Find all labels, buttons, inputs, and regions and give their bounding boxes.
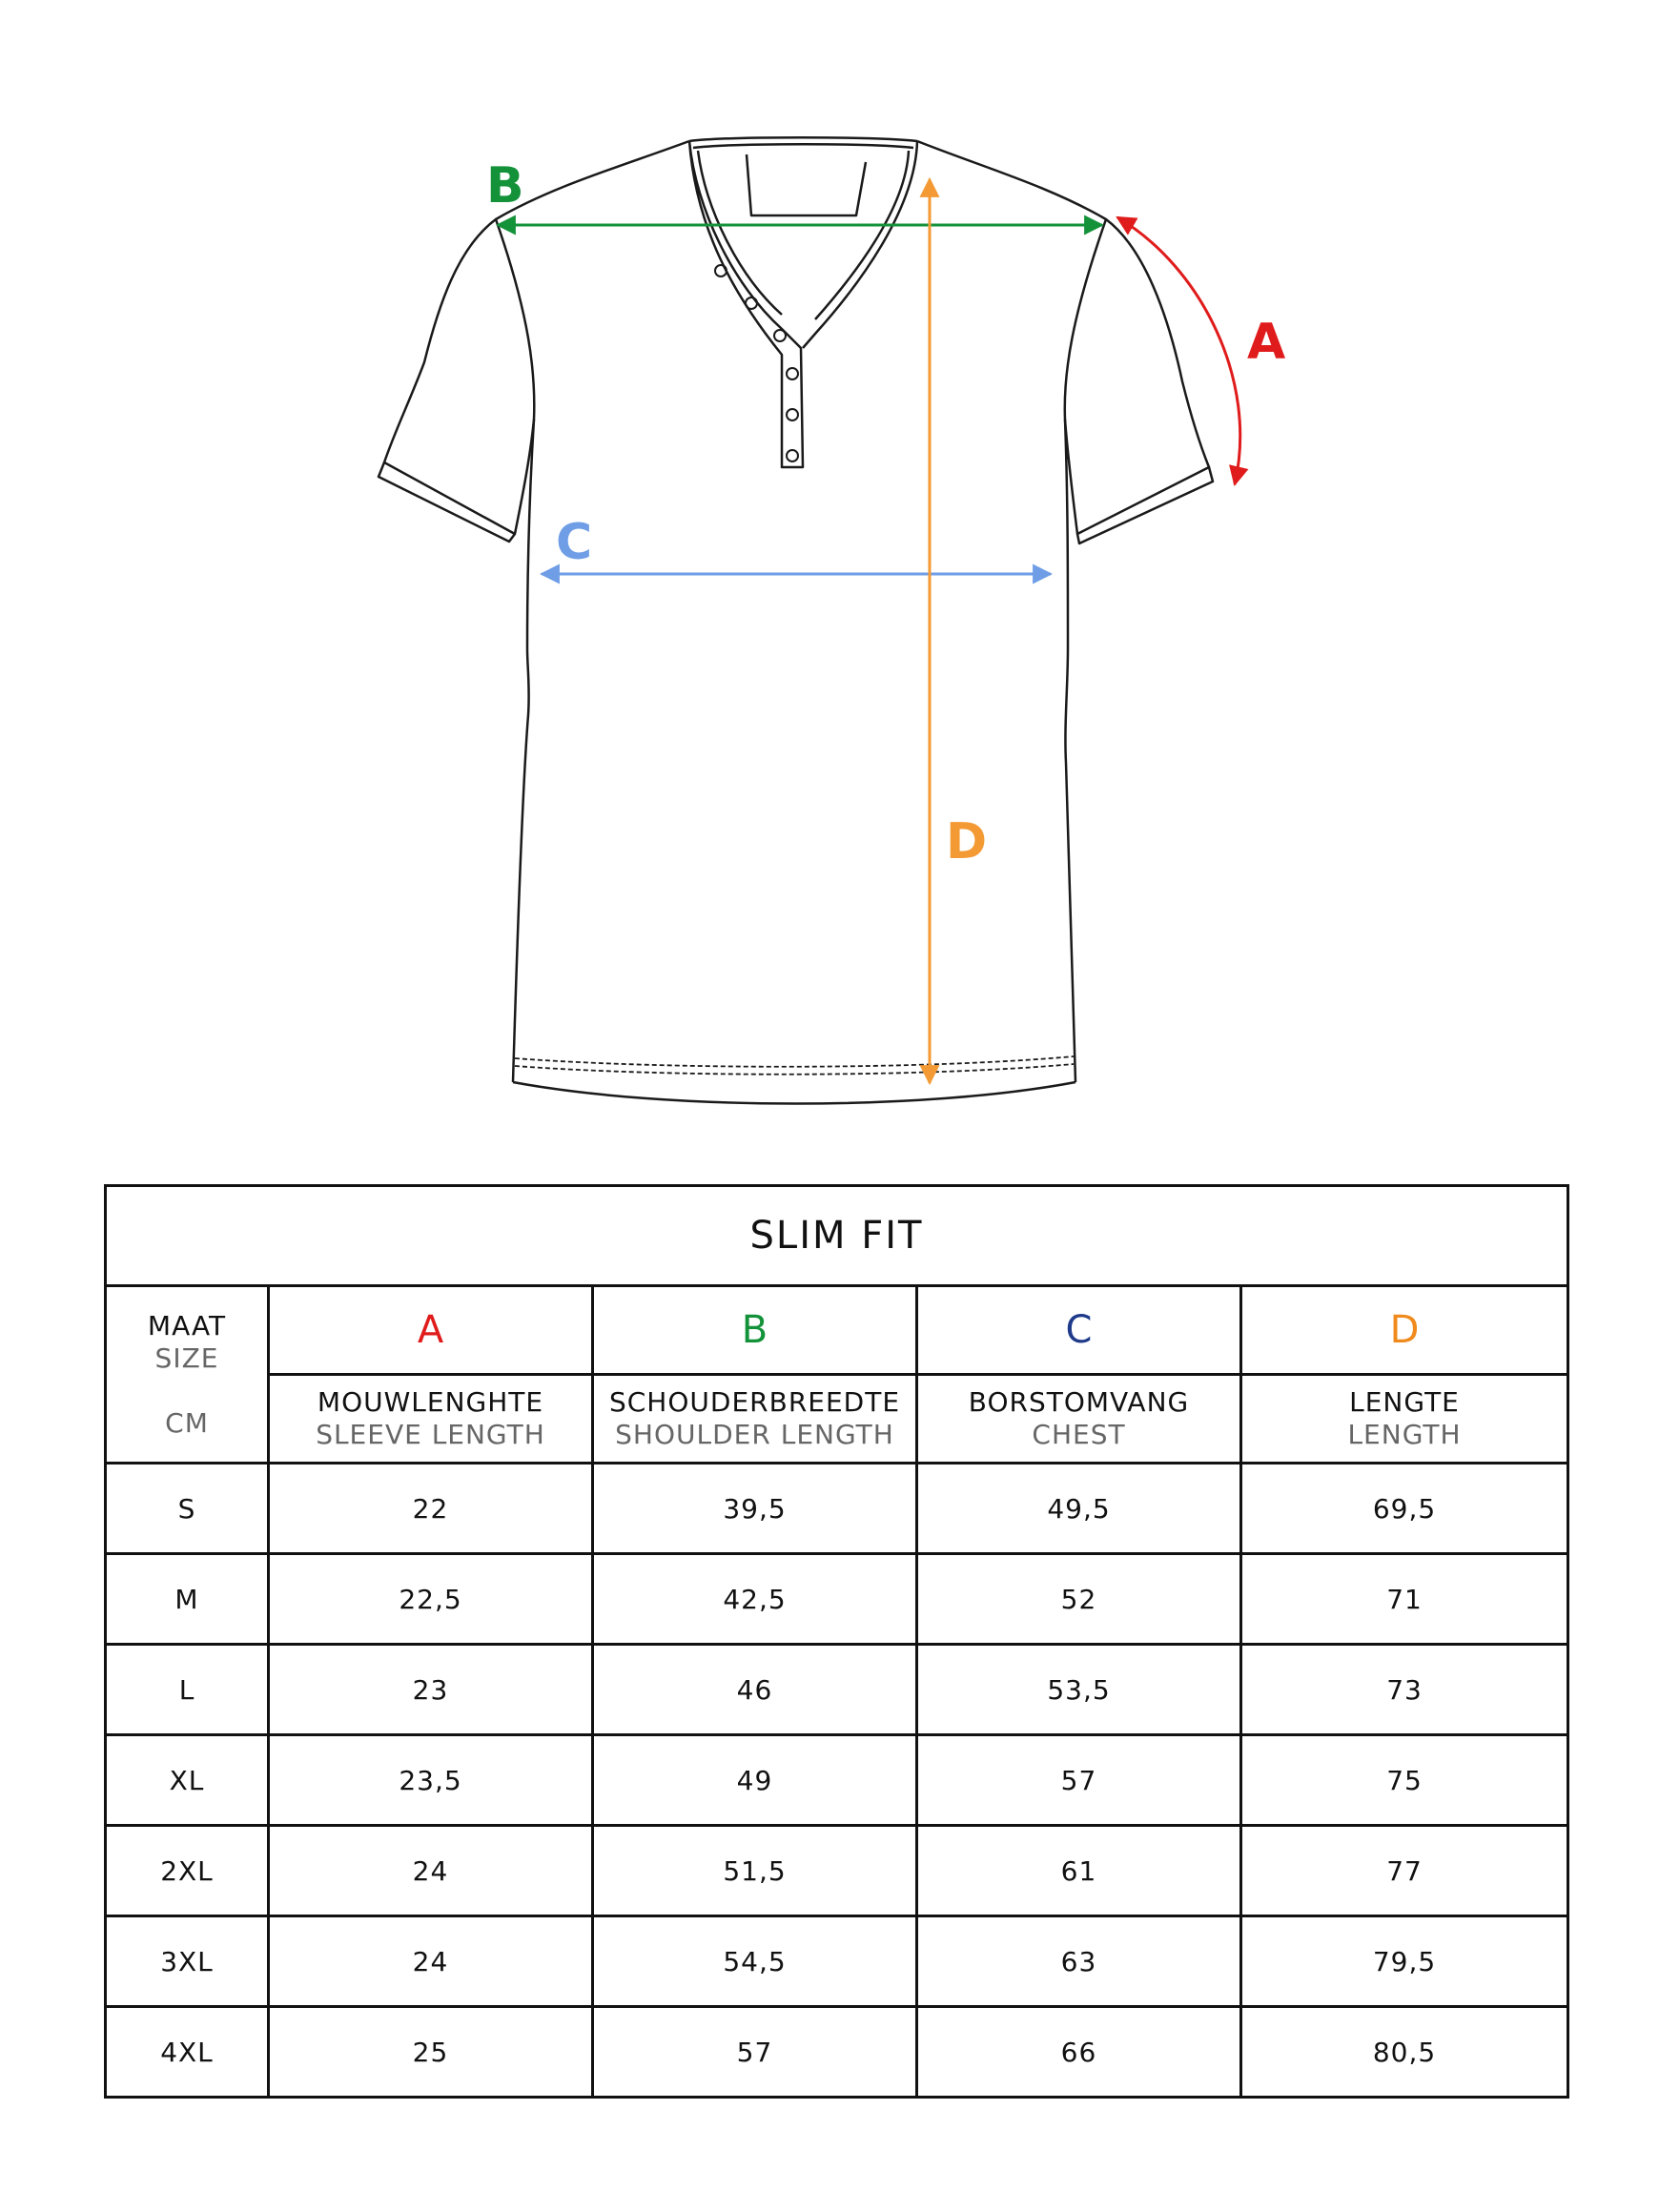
column-label-nl: BORSTOMVANG: [968, 1386, 1190, 1418]
measurement-cell: 23,5: [269, 1735, 593, 1826]
measurement-cell: 54,5: [593, 1916, 917, 2007]
measurement-cell: 52: [917, 1554, 1241, 1645]
measurement-cell: 73: [1241, 1645, 1568, 1735]
column-label-b: [593, 1375, 917, 1464]
size-cell: XL: [106, 1735, 269, 1826]
measurement-cell: 63: [917, 1916, 1241, 2007]
measure-a-label: A: [1247, 314, 1286, 371]
measurement-cell: 79,5: [1241, 1916, 1568, 2007]
table-row: [106, 1735, 1568, 1826]
size-cell: 3XL: [106, 1916, 269, 2007]
measurement-cell: 51,5: [593, 1826, 917, 1916]
measurement-cell: 46: [593, 1645, 917, 1735]
measurement-cell: 24: [269, 1826, 593, 1916]
measure-a-arc: [1117, 217, 1240, 484]
column-letter-b: B: [593, 1286, 917, 1375]
table-row: [106, 1826, 1568, 1916]
measurement-cell: 49: [593, 1735, 917, 1826]
measurement-cell: 49,5: [917, 1464, 1241, 1554]
measurement-cell: 57: [917, 1735, 1241, 1826]
column-label-nl: SCHOUDERBREEDTE: [608, 1386, 901, 1418]
measurement-cell: 75: [1241, 1735, 1568, 1826]
measurement-cell: 61: [917, 1826, 1241, 1916]
column-label-c: [917, 1375, 1241, 1464]
measurement-cell: 24: [269, 1916, 593, 2007]
size-cell: 4XL: [106, 2007, 269, 2098]
size-header-nl: MAAT: [147, 1309, 227, 1342]
column-label-en: SHOULDER LENGTH: [615, 1419, 894, 1450]
measurement-cell: 80,5: [1241, 2007, 1568, 2098]
measurement-cell: 57: [593, 2007, 917, 2098]
measurement-cell: 69,5: [1241, 1464, 1568, 1554]
measure-b-label: B: [486, 157, 524, 215]
column-label-d: [1241, 1375, 1568, 1464]
column-label-en: SLEEVE LENGTH: [316, 1419, 545, 1450]
column-letter-d: D: [1241, 1286, 1568, 1375]
column-letter-a: A: [269, 1286, 593, 1375]
measurement-cell: 22: [269, 1464, 593, 1554]
measurement-cell: 22,5: [269, 1554, 593, 1645]
column-label-nl: LENGTE: [1349, 1386, 1460, 1418]
table-title: SLIM FIT: [106, 1186, 1568, 1286]
table-row: [106, 1916, 1568, 2007]
measurement-cell: 71: [1241, 1554, 1568, 1645]
table-row: [106, 2007, 1568, 2098]
measurement-cell: 77: [1241, 1826, 1568, 1916]
table-row: [106, 1645, 1568, 1735]
column-letter-c: C: [917, 1286, 1241, 1375]
column-label-en: LENGTH: [1347, 1419, 1462, 1450]
measurement-cell: 25: [269, 2007, 593, 2098]
size-cell: M: [106, 1554, 269, 1645]
measurement-cell: 66: [917, 2007, 1241, 2098]
measurement-cell: 23: [269, 1645, 593, 1735]
size-cell: S: [106, 1464, 269, 1554]
column-label-en: CHEST: [1032, 1419, 1126, 1450]
tshirt-outline: [379, 137, 1213, 1103]
table-row: [106, 1554, 1568, 1645]
size-chart-table: [104, 1184, 1569, 2099]
size-column-header: [106, 1286, 269, 1464]
size-cell: L: [106, 1645, 269, 1735]
column-label-a: [269, 1375, 593, 1464]
size-cell: 2XL: [106, 1826, 269, 1916]
column-label-nl: MOUWLENGHTE: [317, 1386, 544, 1418]
measure-d-label: D: [946, 813, 988, 870]
measurement-cell: 42,5: [593, 1554, 917, 1645]
table-row: [106, 1464, 1568, 1554]
measure-c-label: C: [556, 514, 593, 571]
size-header-en: SIZE: [154, 1342, 219, 1374]
measurement-cell: 39,5: [593, 1464, 917, 1554]
table-body: [106, 1464, 1568, 2098]
measurement-cell: 53,5: [917, 1645, 1241, 1735]
size-header-unit: CM: [165, 1406, 209, 1439]
